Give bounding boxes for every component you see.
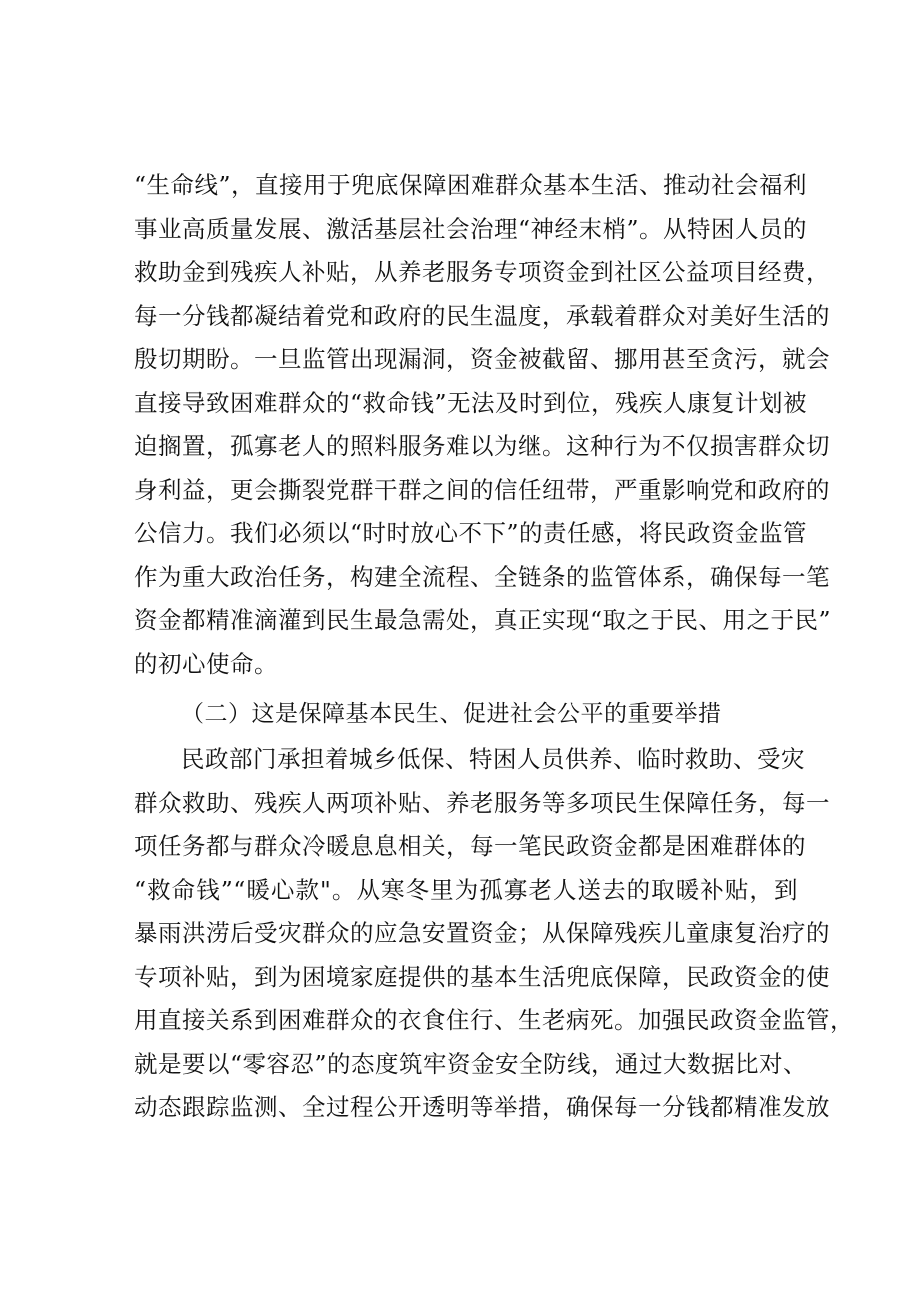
text-line: 民政部门承担着城乡低保、特困人员供养、临时救助、受灾 <box>181 745 805 773</box>
text-line: 殷切期盼。一旦监管出现漏洞，资金被截留、挪用甚至贪污，就会 <box>134 345 830 373</box>
text-line: 项任务都与群众冷暖息息相关，每一笔民政资金都是困难群体的 <box>134 832 806 860</box>
text-line: 迫搁置，孤寡老人的照料服务难以为继。这种行为不仅损害群众切 <box>134 432 830 460</box>
text-line: 动态跟踪监测、全过程公开透明等举措，确保每一分钱都精准发放 <box>134 1093 830 1121</box>
text-line: 每一分钱都凝结着党和政府的民生温度，承载着群众对美好生活的 <box>134 301 830 330</box>
paragraph-2 <box>134 738 854 1130</box>
text-line: 就是要以“零容忍”的态度筑牢资金安全防线，通过大数据比对、 <box>134 1049 808 1078</box>
text-line: 群众救助、残疾人两项补贴、养老服务等多项民生保障任务，每一 <box>134 788 830 817</box>
text-line: 专项补贴，到为困境家庭提供的基本生活兜底保障，民政资金的使 <box>134 962 830 991</box>
text-line: “救命钱”“暖心款"。从寒冬里为孤寡老人送去的取暖补贴，到 <box>134 875 798 904</box>
text-line: 作为重大政治任务，构建全流程、全链条的监管体系，确保每一笔 <box>134 562 830 591</box>
text-line: 救助金到残疾人补贴，从养老服务专项资金到社区公益项目经费， <box>134 258 830 286</box>
text-line: 资金都精准滴灌到民生最急需处，真正实现“取之于民、用之于民” <box>134 606 832 634</box>
text-line: 直接导致困难群众的“救命钱”无法及时到位，残疾人康复计划被 <box>134 388 808 417</box>
text-line: “生命线”，直接用于兜底保障困难群众基本生活、推动社会福利 <box>134 171 808 199</box>
text-line: 的初心使命。 <box>134 649 278 678</box>
section-heading: （二）这是保障基本民生、促进社会公平的重要举措 <box>181 701 722 727</box>
paragraph-1 <box>134 164 832 686</box>
text-line: 事业高质量发展、激活基层社会治理“神经末梢”。从特困人员的 <box>134 214 808 243</box>
document-body <box>134 164 854 1130</box>
text-line: 身利益，更会撕裂党群干群之间的信任纽带，严重影响党和政府的 <box>134 475 830 504</box>
text-line: 暴雨洪涝后受灾群众的应急安置资金；从保障残疾儿童康复治疗的 <box>134 919 830 947</box>
text-line: 公信力。我们必须以“时时放心不下”的责任感，将民政资金监管 <box>134 519 808 547</box>
text-line: 用直接关系到困难群众的衣食住行、生老病死。加强民政资金监管， <box>134 1006 854 1034</box>
